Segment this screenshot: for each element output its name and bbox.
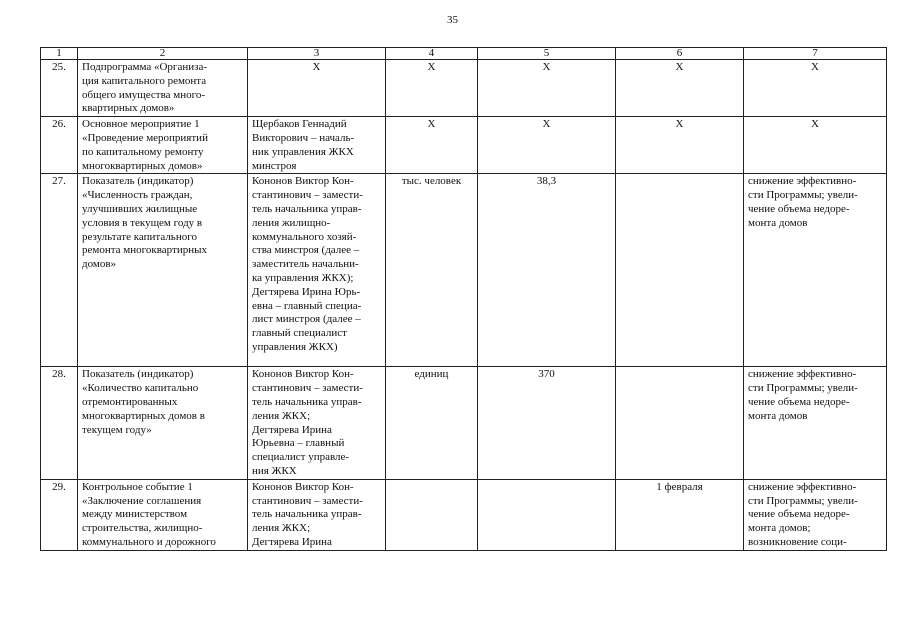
consequence-text: Х — [811, 118, 819, 131]
responsible-cell — [248, 479, 386, 550]
consequence-cell — [744, 174, 887, 367]
row-number: 27. — [41, 174, 78, 367]
responsible-cell — [248, 117, 386, 174]
item-description-text: Показатель (индикатор) «Количество капитально отремонтированных многоквартирных домов в текущем году» — [82, 368, 205, 436]
consequence-cell — [744, 367, 887, 479]
consequence-text: снижение эффективно- сти Программы; увели- чение объема недоре- монта домов; возникновение соци- — [748, 480, 858, 548]
responsible-cell — [248, 367, 386, 479]
responsible-cell — [248, 60, 386, 117]
table-row — [41, 60, 887, 117]
unit-cell: тыс. человек — [386, 174, 478, 367]
column-number: 1 — [41, 48, 78, 60]
row-number: 25. — [41, 60, 78, 117]
column-number: 3 — [248, 48, 386, 60]
table-row — [41, 367, 887, 479]
responsible-text: Кононов Виктор Кон- стантинович – замести- тель начальника управ- ления ЖКХ; Дегтярева Ирина — [252, 480, 363, 548]
date-cell: Х — [616, 60, 744, 117]
row-number: 28. — [41, 367, 78, 479]
program-table — [40, 47, 887, 551]
column-number: 6 — [616, 48, 744, 60]
responsible-cell — [248, 174, 386, 367]
table-row — [41, 174, 887, 367]
date-cell — [616, 367, 744, 479]
column-number: 2 — [78, 48, 248, 60]
value-cell: 38,3 — [478, 174, 616, 367]
date-cell — [616, 174, 744, 367]
item-description — [78, 174, 248, 367]
column-number: 5 — [478, 48, 616, 60]
column-number-row — [41, 48, 887, 60]
date-cell: Х — [616, 117, 744, 174]
responsible-text: Кононов Виктор Кон- стантинович – замести- тель начальника управ- ления жилищно- коммунального хозяй- ства минстроя (далее – заместитель начальни- ка управления ЖКХ); Дегтярева Ирина Юрь- евна – главный специа- лист минстроя (далее – главный специалист управления ЖКХ) — [252, 175, 363, 353]
column-number: 4 — [386, 48, 478, 60]
consequence-cell — [744, 117, 887, 174]
item-description-text: Подпрограмма «Организа- ция капитального ремонта общего имущества много- квартирных домов» — [82, 61, 207, 115]
date-cell: 1 февраля — [616, 479, 744, 550]
responsible-text: Кононов Виктор Кон- стантинович – замести- тель начальника управ- ления ЖКХ; Дегтярева Ирина Юрьевна – главный специалист управле- ния ЖКХ — [252, 368, 363, 477]
value-cell: 370 — [478, 367, 616, 479]
row-number: 29. — [41, 479, 78, 550]
value-cell: Х — [478, 117, 616, 174]
column-number: 7 — [744, 48, 887, 60]
consequence-text: Х — [811, 61, 819, 73]
consequence-text: снижение эффективно- сти Программы; увели- чение объема недоре- монта домов — [748, 368, 858, 422]
unit-cell: Х — [386, 117, 478, 174]
unit-cell — [386, 479, 478, 550]
item-description — [78, 367, 248, 479]
consequence-text: снижение эффективно- сти Программы; увели- чение объема недоре- монта домов — [748, 175, 858, 229]
consequence-cell — [744, 60, 887, 117]
item-description-text: Показатель (индикатор) «Численность граждан, улучшивших жилищные условия в текущем году в результате капитального ремонта многоквартирных домов» — [82, 175, 207, 271]
page-number: 35 — [447, 14, 458, 26]
table-row — [41, 117, 887, 174]
item-description-text: Контрольное событие 1 «Заключение соглашения между министерством строительства, жилищно- коммунального и дорожного — [82, 480, 216, 548]
table-row — [41, 479, 887, 550]
value-cell — [478, 479, 616, 550]
value-cell: Х — [478, 60, 616, 117]
row-number: 26. — [41, 117, 78, 174]
unit-cell: Х — [386, 60, 478, 117]
unit-cell: единиц — [386, 367, 478, 479]
responsible-text: Х — [312, 61, 321, 73]
item-description — [78, 117, 248, 174]
item-description — [78, 60, 248, 117]
item-description — [78, 479, 248, 550]
consequence-cell — [744, 479, 887, 550]
item-description-text: Основное мероприятие 1 «Проведение мероприятий по капитальному ремонту многоквартирных домов» — [82, 118, 208, 172]
responsible-text: Щербаков Геннадий Викторович – началь- ник управления ЖКХ минстроя — [252, 118, 355, 172]
